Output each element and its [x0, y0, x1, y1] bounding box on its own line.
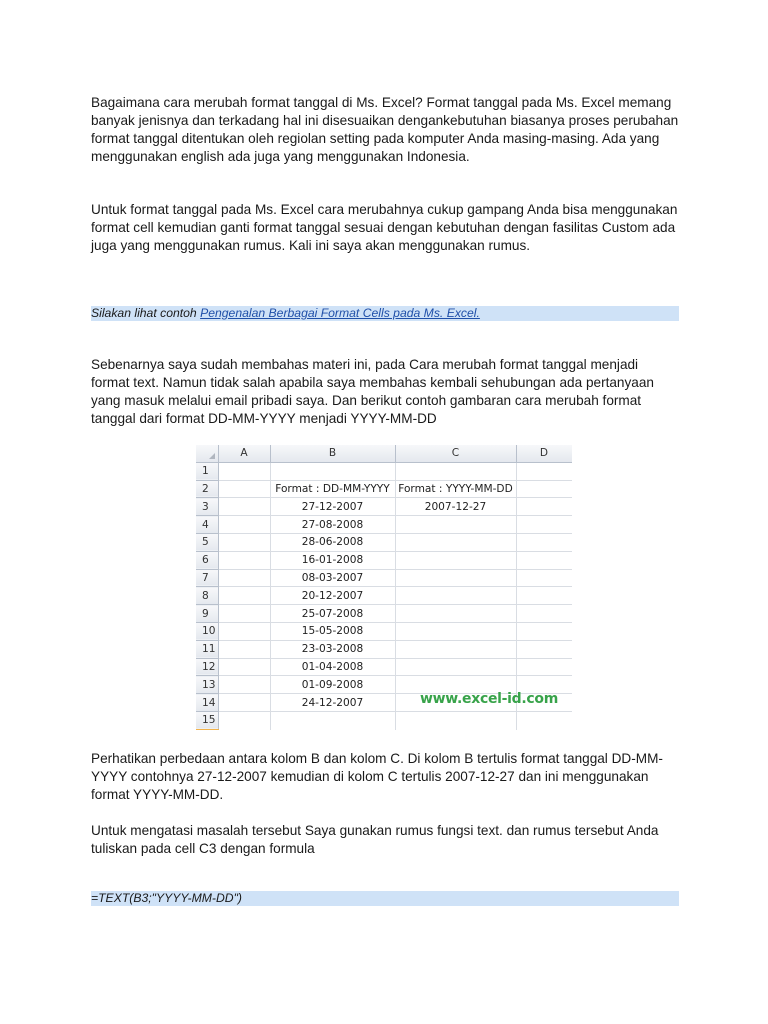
cell-b[interactable]: 20-12-2007	[270, 587, 395, 605]
cell-c[interactable]: 2007-12-27	[395, 498, 516, 516]
cell-d[interactable]	[516, 516, 572, 534]
spreadsheet-grid	[196, 445, 572, 730]
sheet-row	[196, 533, 572, 551]
formula-text: =TEXT(B3;"YYYY-MM-DD")	[91, 891, 242, 905]
sheet-row	[196, 622, 572, 640]
cell-a[interactable]	[218, 622, 270, 640]
sheet-row	[196, 498, 572, 516]
cell-b[interactable]: 28-06-2008	[270, 533, 395, 551]
sheet-row	[196, 711, 572, 730]
row-header[interactable]: 6	[196, 551, 218, 569]
sheet-row	[196, 462, 572, 480]
cell-d[interactable]	[516, 551, 572, 569]
explanation-paragraph: Sebenarnya saya sudah membahas materi ini, pada Cara merubah format tanggal menjadi format text. Namun tidak salah apabila saya membahas kembali sehubungan ada pertanyaan yang masuk melalui email pribadi saya. Dan berikut contoh gambaran cara merubah format tanggal dari format DD-MM-YYYY menjadi YYYY-MM-DD	[91, 357, 654, 426]
cell-b[interactable]: 25-07-2008	[270, 605, 395, 623]
cell-b[interactable]	[270, 711, 395, 730]
cell-a[interactable]	[218, 711, 270, 730]
cell-c[interactable]: Format : YYYY-MM-DD	[395, 480, 516, 498]
row-header[interactable]: 8	[196, 587, 218, 605]
row-header[interactable]: 2	[196, 480, 218, 498]
formula-banner	[91, 891, 679, 906]
cell-a[interactable]	[218, 694, 270, 712]
cell-b[interactable]: 27-12-2007	[270, 498, 395, 516]
cell-d[interactable]	[516, 480, 572, 498]
cell-a[interactable]	[218, 551, 270, 569]
row-header[interactable]: 5	[196, 533, 218, 551]
cell-c[interactable]	[395, 711, 516, 730]
sheet-row	[196, 605, 572, 623]
cell-c[interactable]	[395, 516, 516, 534]
comparison-paragraph: Perhatikan perbedaan antara kolom B dan kolom C. Di kolom B tertulis format tanggal DD-MM-YYYY contohnya 27-12-2007 kemudian di kolom C tertulis 2007-12-27 dan ini menggunakan format YYYY-MM-DD.	[91, 751, 663, 802]
row-header[interactable]: 4	[196, 516, 218, 534]
cell-b[interactable]: 01-04-2008	[270, 658, 395, 676]
column-header-b[interactable]: B	[270, 445, 395, 462]
row-header[interactable]: 11	[196, 640, 218, 658]
cell-c[interactable]	[395, 551, 516, 569]
cell-a[interactable]	[218, 533, 270, 551]
cell-a[interactable]	[218, 498, 270, 516]
sheet-row	[196, 569, 572, 587]
column-header-c[interactable]: C	[395, 445, 516, 462]
sheet-row	[196, 480, 572, 498]
cell-b[interactable]: 24-12-2007	[270, 694, 395, 712]
column-header-row	[196, 445, 572, 462]
cell-b[interactable]: 15-05-2008	[270, 622, 395, 640]
cell-d[interactable]	[516, 711, 572, 730]
watermark-text: www.excel-id.com	[420, 691, 558, 707]
solution-paragraph: Untuk mengatasi masalah tersebut Saya gunakan rumus fungsi text. dan rumus tersebut Anda tuliskan pada cell C3 dengan formula	[91, 823, 659, 856]
see-example-prefix: Silakan lihat contoh	[91, 306, 201, 320]
select-all-corner[interactable]	[196, 445, 218, 462]
cell-d[interactable]	[516, 587, 572, 605]
cell-a[interactable]	[218, 640, 270, 658]
sheet-row	[196, 587, 572, 605]
cell-c[interactable]	[395, 605, 516, 623]
cell-d[interactable]	[516, 605, 572, 623]
cell-d[interactable]	[516, 622, 572, 640]
cell-a[interactable]	[218, 462, 270, 480]
cell-b[interactable]: Format : DD-MM-YYYY	[270, 480, 395, 498]
cell-a[interactable]	[218, 480, 270, 498]
cell-a[interactable]	[218, 569, 270, 587]
cell-b[interactable]: 08-03-2007	[270, 569, 395, 587]
see-example-banner	[91, 306, 679, 321]
cell-c[interactable]	[395, 533, 516, 551]
cell-a[interactable]	[218, 587, 270, 605]
method-paragraph: Untuk format tanggal pada Ms. Excel cara merubahnya cukup gampang Anda bisa menggunakan format cell kemudian ganti format tanggal sesuai dengan kebutuhan dengan fasilitas Custom ada juga yang menggunakan rumus. Kali ini saya akan menggunakan rumus.	[91, 202, 678, 253]
cell-b[interactable]: 23-03-2008	[270, 640, 395, 658]
intro-paragraph: Bagaimana cara merubah format tanggal di Ms. Excel? Format tanggal pada Ms. Excel memang banyak jenisnya dan terkadang hal ini disesuaikan dengankebutuhan biasanya proses perubahan format tanggal ditentukan oleh regiolan setting pada komputer Anda masing-masing. Ada yang menggunakan english ada juga yang menggunakan Indonesia.	[91, 95, 679, 164]
cell-d[interactable]	[516, 658, 572, 676]
row-header[interactable]: 15	[196, 711, 218, 730]
cell-c[interactable]	[395, 658, 516, 676]
cell-d[interactable]	[516, 640, 572, 658]
cell-d[interactable]	[516, 569, 572, 587]
cell-d[interactable]	[516, 533, 572, 551]
sheet-row	[196, 658, 572, 676]
cell-c[interactable]	[395, 462, 516, 480]
cell-a[interactable]	[218, 658, 270, 676]
row-header[interactable]: 10	[196, 622, 218, 640]
format-cells-link[interactable]: Pengenalan Berbagai Format Cells pada Ms. Excel.	[200, 306, 480, 320]
cell-c[interactable]	[395, 569, 516, 587]
cell-b[interactable]	[270, 462, 395, 480]
cell-a[interactable]	[218, 516, 270, 534]
row-header[interactable]: 14	[196, 694, 218, 712]
cell-d[interactable]	[516, 498, 572, 516]
cell-c[interactable]	[395, 622, 516, 640]
cell-d[interactable]	[516, 462, 572, 480]
cell-a[interactable]	[218, 676, 270, 694]
row-header[interactable]: 3	[196, 498, 218, 516]
sheet-row	[196, 551, 572, 569]
column-header-d[interactable]: D	[516, 445, 572, 462]
spreadsheet-screenshot	[196, 445, 572, 730]
cell-b[interactable]: 16-01-2008	[270, 551, 395, 569]
cell-b[interactable]: 27-08-2008	[270, 516, 395, 534]
sheet-row	[196, 516, 572, 534]
row-header[interactable]: 1	[196, 462, 218, 480]
row-header[interactable]: 13	[196, 676, 218, 694]
cell-c[interactable]	[395, 640, 516, 658]
cell-a[interactable]	[218, 605, 270, 623]
row-header[interactable]: 7	[196, 569, 218, 587]
cell-c[interactable]	[395, 587, 516, 605]
cell-b[interactable]: 01-09-2008	[270, 676, 395, 694]
spreadsheet-body	[196, 462, 572, 730]
column-header-a[interactable]: A	[218, 445, 270, 462]
row-header[interactable]: 9	[196, 605, 218, 623]
row-header[interactable]: 12	[196, 658, 218, 676]
sheet-row	[196, 640, 572, 658]
